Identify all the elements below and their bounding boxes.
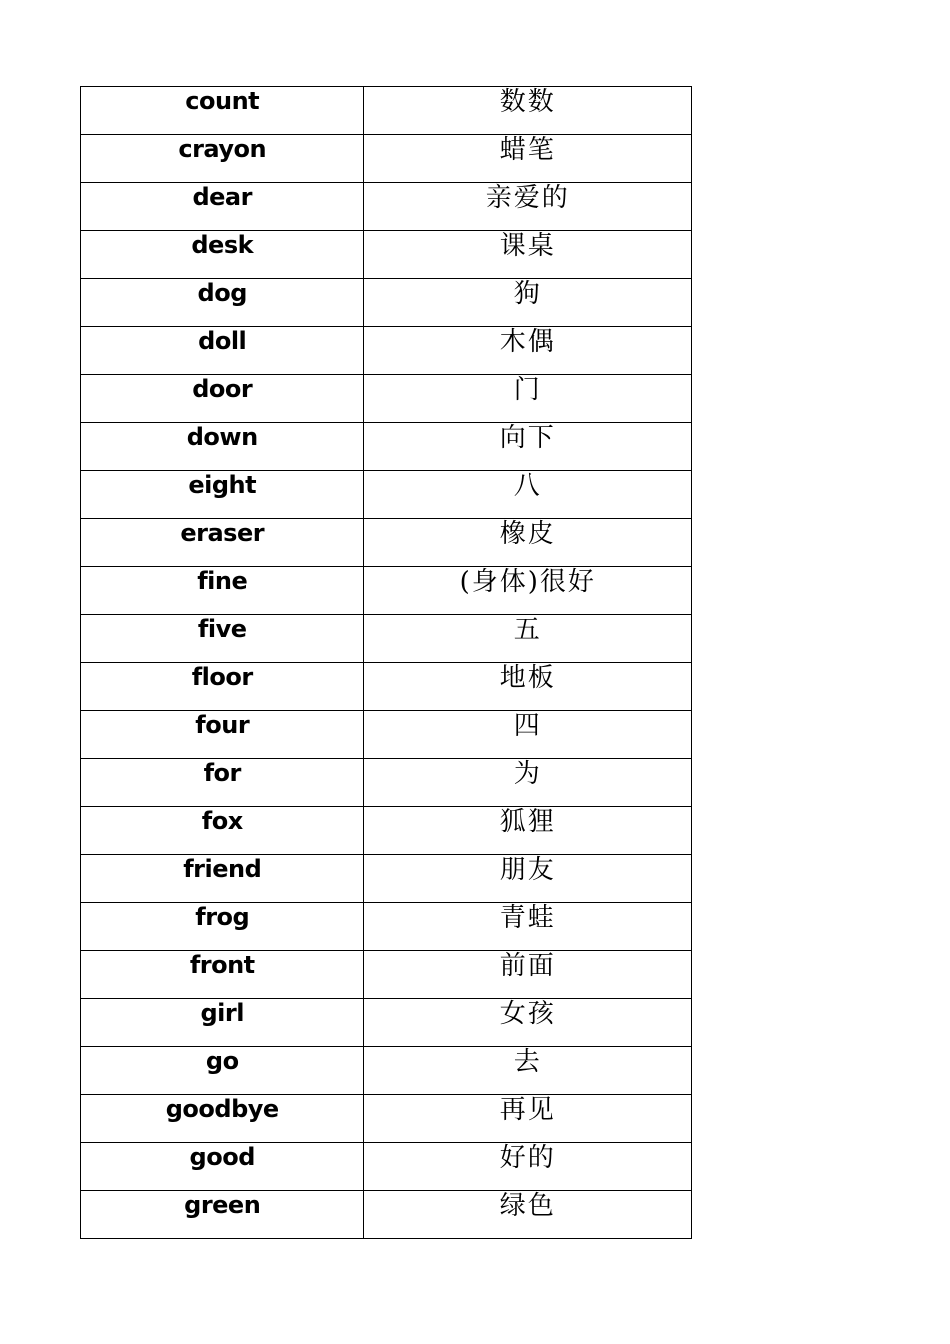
chinese-meaning: 四	[513, 711, 542, 741]
english-word: crayon	[178, 135, 267, 163]
english-word-cell	[81, 1143, 364, 1191]
table-row	[81, 519, 692, 567]
chinese-meaning-cell	[364, 279, 692, 327]
chinese-meaning-cell	[364, 375, 692, 423]
english-word: for	[203, 759, 241, 787]
english-word-cell	[81, 951, 364, 999]
english-word-cell	[81, 999, 364, 1047]
english-word-cell	[81, 375, 364, 423]
english-word: green	[184, 1191, 261, 1219]
english-word: eight	[188, 471, 257, 499]
english-word: dear	[192, 183, 252, 211]
chinese-meaning: 五	[513, 615, 542, 645]
chinese-meaning-cell	[364, 807, 692, 855]
chinese-meaning: 地板	[499, 663, 556, 693]
chinese-meaning: 好的	[499, 1143, 556, 1173]
english-word-cell	[81, 231, 364, 279]
english-word-cell	[81, 711, 364, 759]
table-row	[81, 135, 692, 183]
english-word-cell	[81, 855, 364, 903]
table-row	[81, 903, 692, 951]
english-word-cell	[81, 423, 364, 471]
english-word-cell	[81, 1095, 364, 1143]
english-word: go	[205, 1047, 239, 1075]
table-row	[81, 759, 692, 807]
english-word-cell	[81, 135, 364, 183]
english-word: frog	[195, 903, 250, 931]
chinese-meaning: 亲爱的	[485, 183, 570, 213]
chinese-meaning-cell	[364, 567, 692, 615]
chinese-meaning-cell	[364, 1047, 692, 1095]
chinese-meaning: 去	[513, 1047, 542, 1077]
english-word: down	[186, 423, 258, 451]
table-row	[81, 471, 692, 519]
chinese-meaning-cell	[364, 423, 692, 471]
chinese-meaning-cell	[364, 327, 692, 375]
chinese-meaning-cell	[364, 519, 692, 567]
table-row	[81, 855, 692, 903]
chinese-meaning: 青蛙	[499, 903, 556, 933]
chinese-meaning-cell	[364, 663, 692, 711]
chinese-meaning-cell	[364, 903, 692, 951]
chinese-meaning: 向下	[499, 423, 556, 453]
chinese-meaning: 数数	[499, 87, 556, 117]
english-word-cell	[81, 519, 364, 567]
chinese-meaning: 为	[513, 759, 542, 789]
english-word: goodbye	[165, 1095, 279, 1123]
english-word: girl	[200, 999, 244, 1027]
chinese-meaning: 朋友	[499, 855, 556, 885]
chinese-meaning: 木偶	[499, 327, 556, 357]
english-word: desk	[191, 231, 254, 259]
english-word: fox	[201, 807, 243, 835]
table-row	[81, 663, 692, 711]
english-word-cell	[81, 1047, 364, 1095]
english-word-cell	[81, 327, 364, 375]
chinese-meaning: 狐狸	[499, 807, 556, 837]
english-word: friend	[183, 855, 262, 883]
table-row	[81, 951, 692, 999]
vocabulary-table-body	[81, 87, 692, 1239]
table-row	[81, 1095, 692, 1143]
english-word-cell	[81, 759, 364, 807]
english-word-cell	[81, 663, 364, 711]
table-row	[81, 183, 692, 231]
english-word: front	[189, 951, 255, 979]
english-word: eraser	[180, 519, 265, 547]
table-row	[81, 567, 692, 615]
table-row	[81, 87, 692, 135]
table-row	[81, 375, 692, 423]
chinese-meaning-cell	[364, 1191, 692, 1239]
chinese-meaning-cell	[364, 183, 692, 231]
chinese-meaning-cell	[364, 999, 692, 1047]
chinese-meaning-cell	[364, 711, 692, 759]
table-row	[81, 807, 692, 855]
chinese-meaning: (身体)很好	[459, 567, 596, 597]
english-word: count	[185, 87, 260, 115]
english-word: good	[189, 1143, 255, 1171]
table-row	[81, 615, 692, 663]
english-word-cell	[81, 87, 364, 135]
chinese-meaning-cell	[364, 87, 692, 135]
english-word: dog	[197, 279, 247, 307]
chinese-meaning-cell	[364, 1095, 692, 1143]
english-word: fine	[197, 567, 248, 595]
table-row	[81, 1191, 692, 1239]
chinese-meaning-cell	[364, 759, 692, 807]
english-word-cell	[81, 567, 364, 615]
chinese-meaning: 再见	[499, 1095, 556, 1125]
table-row	[81, 279, 692, 327]
english-word: four	[195, 711, 250, 739]
table-row	[81, 1143, 692, 1191]
chinese-meaning-cell	[364, 951, 692, 999]
english-word: floor	[191, 663, 253, 691]
chinese-meaning: 前面	[499, 951, 556, 981]
table-row	[81, 999, 692, 1047]
chinese-meaning-cell	[364, 1143, 692, 1191]
english-word-cell	[81, 183, 364, 231]
english-word: five	[197, 615, 247, 643]
chinese-meaning-cell	[364, 231, 692, 279]
chinese-meaning: 门	[513, 375, 542, 405]
english-word-cell	[81, 279, 364, 327]
chinese-meaning: 绿色	[499, 1191, 556, 1221]
chinese-meaning: 蜡笔	[499, 135, 556, 165]
vocabulary-table	[80, 86, 692, 1239]
english-word-cell	[81, 903, 364, 951]
chinese-meaning: 女孩	[499, 999, 556, 1029]
table-row	[81, 711, 692, 759]
english-word-cell	[81, 1191, 364, 1239]
english-word: door	[192, 375, 253, 403]
table-row	[81, 231, 692, 279]
chinese-meaning: 八	[513, 471, 542, 501]
chinese-meaning-cell	[364, 855, 692, 903]
table-row	[81, 1047, 692, 1095]
chinese-meaning: 课桌	[499, 231, 556, 261]
chinese-meaning-cell	[364, 615, 692, 663]
english-word: doll	[198, 327, 247, 355]
table-row	[81, 327, 692, 375]
english-word-cell	[81, 615, 364, 663]
english-word-cell	[81, 807, 364, 855]
chinese-meaning: 狗	[513, 279, 542, 309]
chinese-meaning-cell	[364, 471, 692, 519]
table-row	[81, 423, 692, 471]
english-word-cell	[81, 471, 364, 519]
chinese-meaning: 橡皮	[499, 519, 556, 549]
chinese-meaning-cell	[364, 135, 692, 183]
